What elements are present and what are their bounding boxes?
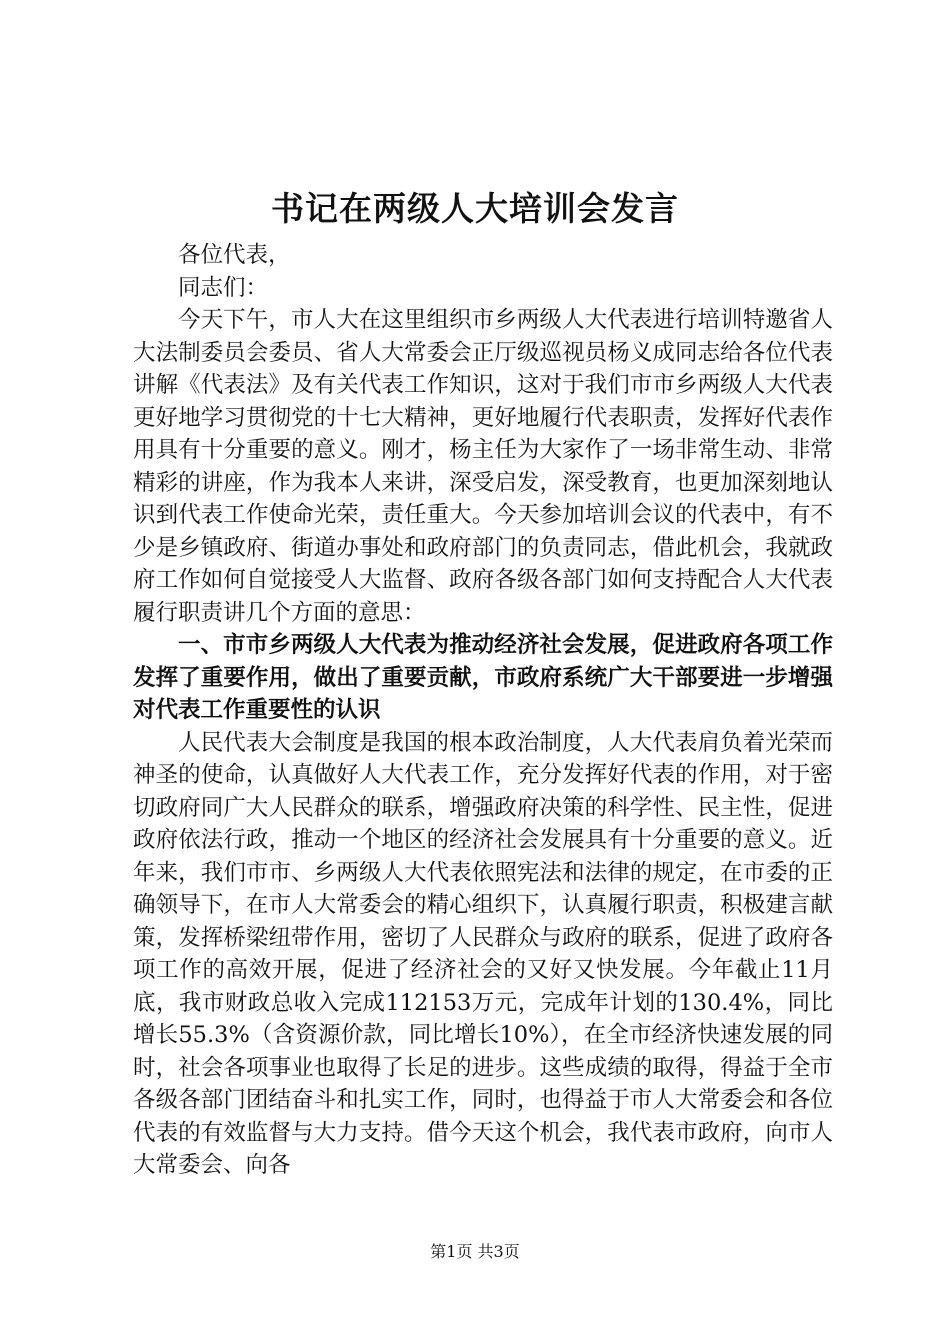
paragraph-intro: 今天下午，市人大在这里组织市乡两级人大代表进行培训特邀省人大法制委员会委员、省人大常委会正厅级巡视员杨义成同志给各位代表讲解《代表法》及有关代表工作知识，这对于我们市市乡两级人大代表更好地学习贯彻党的十七大精神，更好地履行代表职责，发挥好代表作用具有十分重要的意义。刚才，杨主任为大家作了一场非常生动、非常精彩的讲座，作为我本人来讲，深受启发，深受教育，也更加深刻地认识到代表工作使命光荣，责任重大。今天参加培训会议的代表中，有不少是乡镇政府、街道办事处和政府部门的负责同志，借此机会，我就政府工作如何自觉接受人大监督、政府各级各部门如何支持配合人大代表履行职责讲几个方面的意思：: [133, 307, 833, 626]
page-number-total: 共3页: [477, 1242, 520, 1261]
document-body: [133, 239, 833, 1182]
paragraph-section-1: 人民代表大会制度是我国的根本政治制度，人大代表肩负着光荣而神圣的使命，认真做好人大代表工作，充分发挥好代表的作用，对于密切政府同广大人民群众的联系，增强政府决策的科学性、民主性，促进政府依法行政，推动一个地区的经济社会发展具有十分重要的意义。近年来，我们市市、乡两级人大代表依照宪法和法律的规定，在市委的正确领导下，在市人大常委会的精心组织下，认真履行职责，积极建言献策，发挥桥梁纽带作用，密切了人民群众与政府的联系，促进了政府各项工作的高效开展，促进了经济社会的又好又快发展。今年截止11月底，我市财政总收入完成112153万元，完成年计划的130.4%，同比增长55.3%（含资源价款，同比增长10%），在全市经济快速发展的同时，社会各项事业也取得了长足的进步。这些成绩的取得，得益于全市各级各部门团结奋斗和扎实工作，同时，也得益于市人大常委会和各位代表的有效监督与大力支持。借今天这个机会，我代表市政府，向市人大常委会、向各: [133, 729, 833, 1178]
page-footer: [0, 1240, 950, 1264]
salutation-delegates: 各位代表，: [178, 242, 291, 268]
document-title: 书记在两级人大培训会发言: [271, 189, 679, 228]
section-heading-1: 一、市市乡两级人大代表为推动经济社会发展，促进政府各项工作发挥了重要作用，做出了重要贡献，市政府系统广大干部要进一步增强对代表工作重要性的认识: [133, 632, 833, 723]
salutation-comrades: 同志们：: [178, 274, 269, 301]
page-number-current: 第1页: [430, 1242, 473, 1261]
